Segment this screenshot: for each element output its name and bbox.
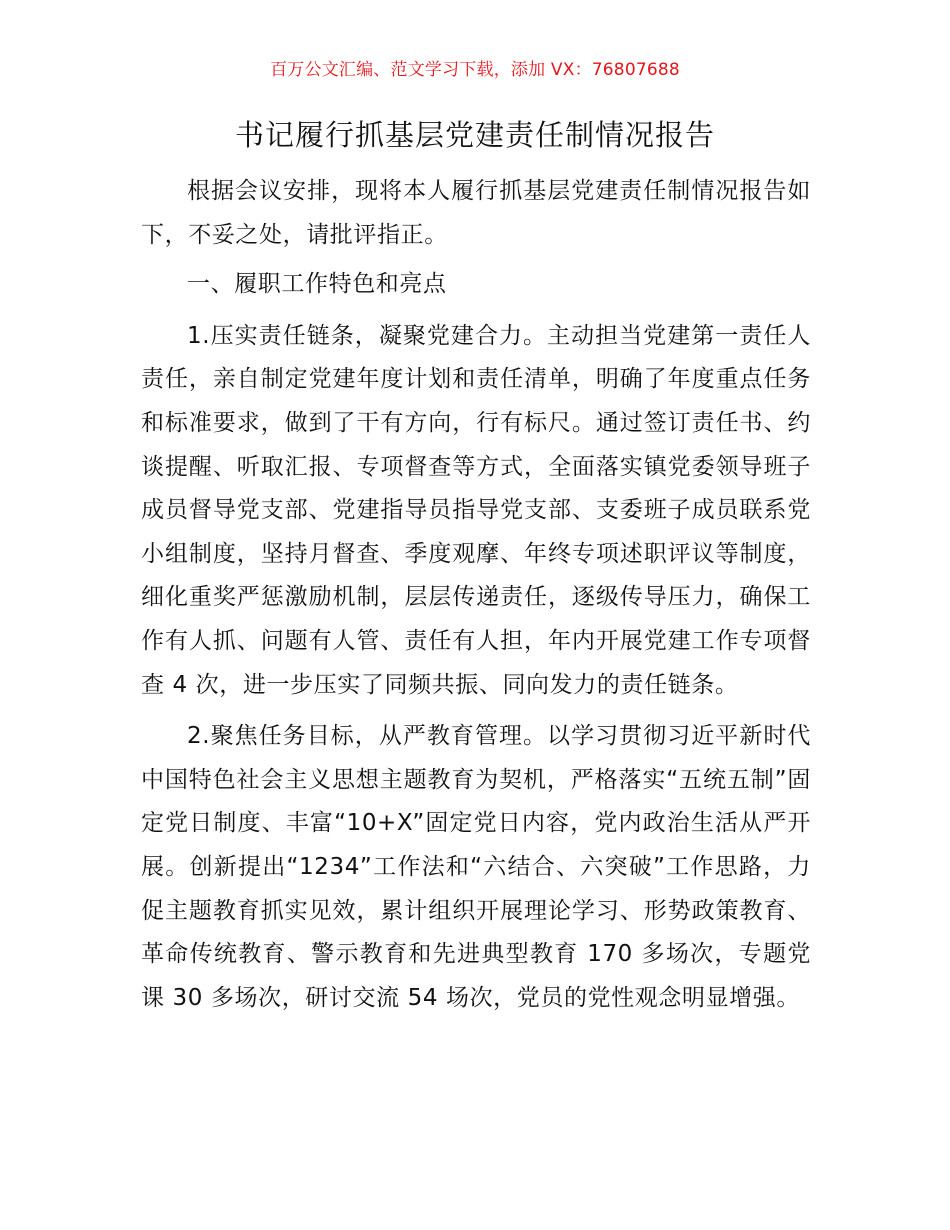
header-promo-note: 百万公文汇编、范文学习下载，添加 VX：76807688 [270, 60, 680, 80]
document-body [141, 170, 811, 1020]
section-heading: 一、履职工作特色和亮点 [187, 271, 447, 298]
body-paragraph-item-1: 1.压实责任链条，凝聚党建合力。主动担当党建第一责任人责任，亲自制定党建年度计划和责任清单，明确了年度重点任务和标准要求，做到了干有方向，行有标尺。通过签订责任书、约谈提醒、听取汇报、专项督查等方式，全面落实镇党委领导班子成员督导党支部、党建指导员指导党支部、支委班子成员联系党小组制度，坚持月督查、季度观摩、年终专项述职评议等制度，细化重奖严惩激励机制，层层传递责任，逐级传导压力，确保工作有人抓、问题有人管、责任有人担，年内开展党建工作专项督查 4 次，进一步压实了同频共振、同向发力的责任链条。 [141, 322, 811, 698]
body-paragraph-item-2: 2.聚焦任务目标，从严教育管理。以学习贯彻习近平新时代中国特色社会主义思想主题教育为契机，严格落实“五统五制”固定党日制度、丰富“10+X”固定党日内容，党内政治生活从严开展。创新提出“1234”工作法和“六结合、六突破”工作思路，力促主题教育抓实见效，累计组织开展理论学习、形势政策教育、革命传统教育、警示教育和先进典型教育 170 多场次，专题党课 30 多场次，研讨交流 54 场次，党员的党性观念明显增强。 [141, 723, 811, 1011]
intro-paragraph: 根据会议安排，现将本人履行抓基层党建责任制情况报告如下，不妥之处，请批评指正。 [141, 178, 811, 248]
document-title: 书记履行抓基层党建责任制情况报告 [234, 118, 715, 152]
